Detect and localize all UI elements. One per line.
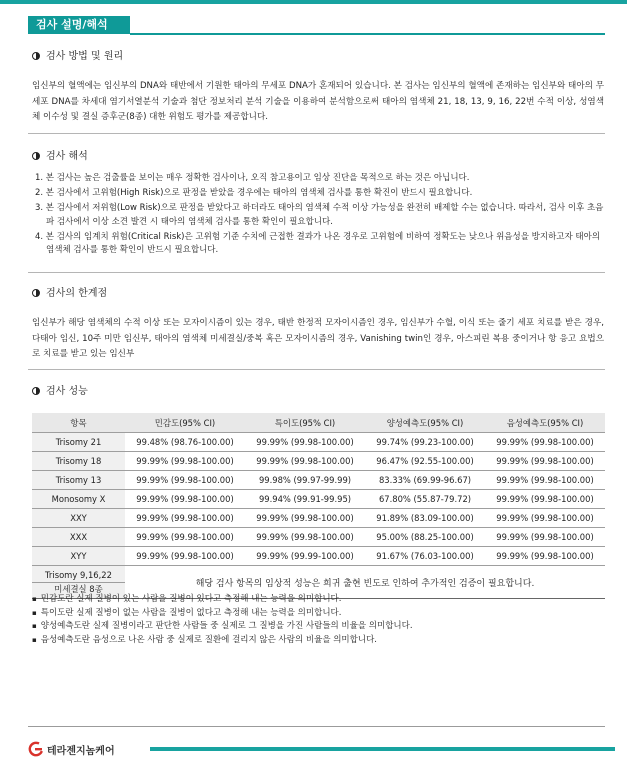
row-label: Trisomy 18 bbox=[32, 452, 125, 471]
column-header: 양성예측도(95% CI) bbox=[365, 413, 485, 433]
row-label-line: 미세결실 8종 bbox=[32, 582, 125, 596]
list-item: 1. 본 검사는 높은 검출률을 보이는 매우 정확한 검사이나, 오직 참고용이고 임상 진단을 목적으로 하는 것은 아닙니다. bbox=[35, 173, 470, 183]
table-cell: 99.99% (99.98-100.00) bbox=[485, 471, 605, 490]
footer-accent-bar bbox=[150, 747, 615, 751]
table-cell: 99.99% (99.98-100.00) bbox=[125, 471, 245, 490]
table-cell: 99.99% (99.99-100.00) bbox=[245, 547, 365, 566]
table-cell: 99.99% (99.98-100.00) bbox=[125, 547, 245, 566]
half-circle-icon bbox=[32, 289, 40, 297]
table-cell: 95.00% (88.25-100.00) bbox=[365, 528, 485, 547]
table-cell: 99.99% (99.98-100.00) bbox=[485, 433, 605, 452]
footer-divider bbox=[28, 726, 605, 727]
table-cell: 96.47% (92.55-100.00) bbox=[365, 452, 485, 471]
performance-section-title: 검사 성능 bbox=[32, 385, 88, 399]
divider bbox=[28, 272, 605, 273]
list-item: 2. 본 검사에서 고위험(High Risk)으로 판정을 받았을 경우에는 태아의 염색체 검사를 통한 확진이 반드시 필요합니다. bbox=[35, 188, 473, 198]
half-circle-icon bbox=[32, 52, 40, 60]
definitions-list bbox=[32, 593, 604, 647]
interpretation-list bbox=[32, 172, 604, 259]
terragen-logo-icon bbox=[28, 741, 44, 757]
table-cell: 99.99% (99.98-100.00) bbox=[125, 452, 245, 471]
divider bbox=[28, 369, 605, 370]
divider bbox=[28, 133, 605, 134]
table-cell: 99.99% (99.98-100.00) bbox=[125, 490, 245, 509]
table-cell: 99.99% (99.98-100.00) bbox=[245, 433, 365, 452]
company-logo bbox=[28, 740, 115, 758]
row-label-line: Trisomy 9,16,22 bbox=[45, 569, 112, 580]
table-cell: 99.99% (99.98-100.00) bbox=[245, 528, 365, 547]
interpretation-section-title: 검사 해석 bbox=[32, 150, 88, 164]
table-cell: 99.99% (99.98-100.00) bbox=[485, 547, 605, 566]
table-row bbox=[32, 452, 605, 471]
table-cell: 99.74% (99.23-100.00) bbox=[365, 433, 485, 452]
performance-note: 해당 검사 항목의 임상적 성능은 희귀 출현 빈도로 인하여 추가적인 검증이 필요합니다. bbox=[125, 566, 605, 599]
table-cell: 99.99% (99.98-100.00) bbox=[125, 509, 245, 528]
limitations-section-title: 검사의 한계점 bbox=[32, 287, 107, 301]
column-header: 민감도(95% CI) bbox=[125, 413, 245, 433]
table-cell: 99.99% (99.98-100.00) bbox=[485, 452, 605, 471]
table-row bbox=[32, 547, 605, 566]
row-label: Trisomy 21 bbox=[32, 433, 125, 452]
row-label: Monosomy X bbox=[32, 490, 125, 509]
logo-text: 테라젠지놈케어 bbox=[47, 745, 115, 757]
row-label: XYY bbox=[32, 547, 125, 566]
table-cell: 99.99% (99.98-100.00) bbox=[485, 509, 605, 528]
table-cell: 91.89% (83.09-100.00) bbox=[365, 509, 485, 528]
list-item: ▪ 특이도란 실제 질병이 없는 사람을 질병이 없다고 측정해 내는 능력을 의미합니다. bbox=[32, 607, 604, 621]
row-label: XXY bbox=[32, 509, 125, 528]
section-header-tab: 검사 설명/해석 bbox=[28, 16, 130, 34]
list-item: ▪ 양성예측도란 실제 질병이라고 판단한 사람들 중 실제로 그 질병을 가진 사람들의 비율을 의미합니다. bbox=[32, 620, 604, 634]
row-label: XXX bbox=[32, 528, 125, 547]
column-header: 음성예측도(95% CI) bbox=[485, 413, 605, 433]
half-circle-icon bbox=[32, 387, 40, 395]
table-cell: 99.99% (99.98-100.00) bbox=[485, 528, 605, 547]
list-item: ▪ 민감도란 실제 질병이 있는 사람을 질병이 있다고 측정해 내는 능력을 의미합니다. bbox=[32, 593, 604, 607]
top-accent-bar bbox=[0, 0, 627, 4]
table-cell: 99.99% (99.98-100.00) bbox=[245, 509, 365, 528]
table-cell: 83.33% (69.99-96.67) bbox=[365, 471, 485, 490]
table-cell: 99.98% (99.97-99.99) bbox=[245, 471, 365, 490]
table-header-row bbox=[32, 413, 605, 433]
table-cell: 99.99% (99.98-100.00) bbox=[125, 528, 245, 547]
row-label: Trisomy 13 bbox=[32, 471, 125, 490]
half-circle-icon bbox=[32, 152, 40, 160]
table-cell: 99.99% (99.98-100.00) bbox=[245, 452, 365, 471]
header-underline bbox=[130, 33, 605, 35]
table-cell: 99.94% (99.91-99.95) bbox=[245, 490, 365, 509]
table-row bbox=[32, 509, 605, 528]
table-row bbox=[32, 433, 605, 452]
method-paragraph: 임신부의 혈액에는 임신부의 DNA와 태반에서 기원한 태아의 무세포 DNA가 혼재되어 있습니다. 본 검사는 임신부의 혈액에 존재하는 임신부와 태아의 무세포 DNA를 차세대 염기서열분석 기술과 첨단 정보처리 분석 기술을 이용하여 분석함으로써 태아의 염색체 21, 18, 13, 9, 16, 22번 수적 이상, 성염색체 이수성 및 결실 증후군(8종) 대한 위험도 평가를 제공합니다. bbox=[32, 81, 604, 122]
list-item: ▪ 음성예측도란 음성으로 나온 사람 중 실제로 질환에 걸리지 않은 사람의 비율을 의미합니다. bbox=[32, 634, 604, 648]
column-header: 항목 bbox=[32, 413, 125, 433]
table-row bbox=[32, 471, 605, 490]
method-section-title: 검사 방법 및 원리 bbox=[32, 50, 123, 64]
table-row bbox=[32, 490, 605, 509]
table-cell: 67.80% (55.87-79.72) bbox=[365, 490, 485, 509]
table-cell: 91.67% (76.03-100.00) bbox=[365, 547, 485, 566]
table-cell: 99.48% (98.76-100.00) bbox=[125, 433, 245, 452]
table-cell: 99.99% (99.98-100.00) bbox=[485, 490, 605, 509]
list-item: 3. 본 검사에서 저위험(Low Risk)으로 판정을 받았다고 하더라도 태아의 염색체 수적 이상 가능성을 완전히 배제할 수는 없습니다. 따라서, 검사 이후 초음파 검사에서 이상 소견 발견 시 태아의 염색체 검사를 통한 확인이 필요합니다. bbox=[35, 203, 604, 227]
column-header: 특이도(95% CI) bbox=[245, 413, 365, 433]
table-row bbox=[32, 528, 605, 547]
limitations-paragraph: 임신부가 해당 염색체의 수적 이상 또는 모자이시즘이 있는 경우, 태반 한정적 모자이시즘인 경우, 임신부가 수혈, 이식 또는 줄기 세포 치료를 받은 경우, 다태아 임신, 10주 미만 임신부, 태아의 염색체 미세결실/중복 혹은 모자이시즘의 경우, Vanishing twin인 경우, 아스피린 복용 중이거나 항 응고 요법으로 치료를 받고 있는 임신부 bbox=[32, 318, 604, 359]
performance-table bbox=[32, 413, 605, 599]
list-item: 4. 본 검사의 임계치 위험(Critical Risk)은 고위험 기준 수치에 근접한 결과가 나온 경우로 고위험에 비하여 정확도는 낮으나 위음성을 방지하고자 태아의 염색체 검사를 통한 확인이 반드시 필요합니다. bbox=[35, 231, 601, 255]
